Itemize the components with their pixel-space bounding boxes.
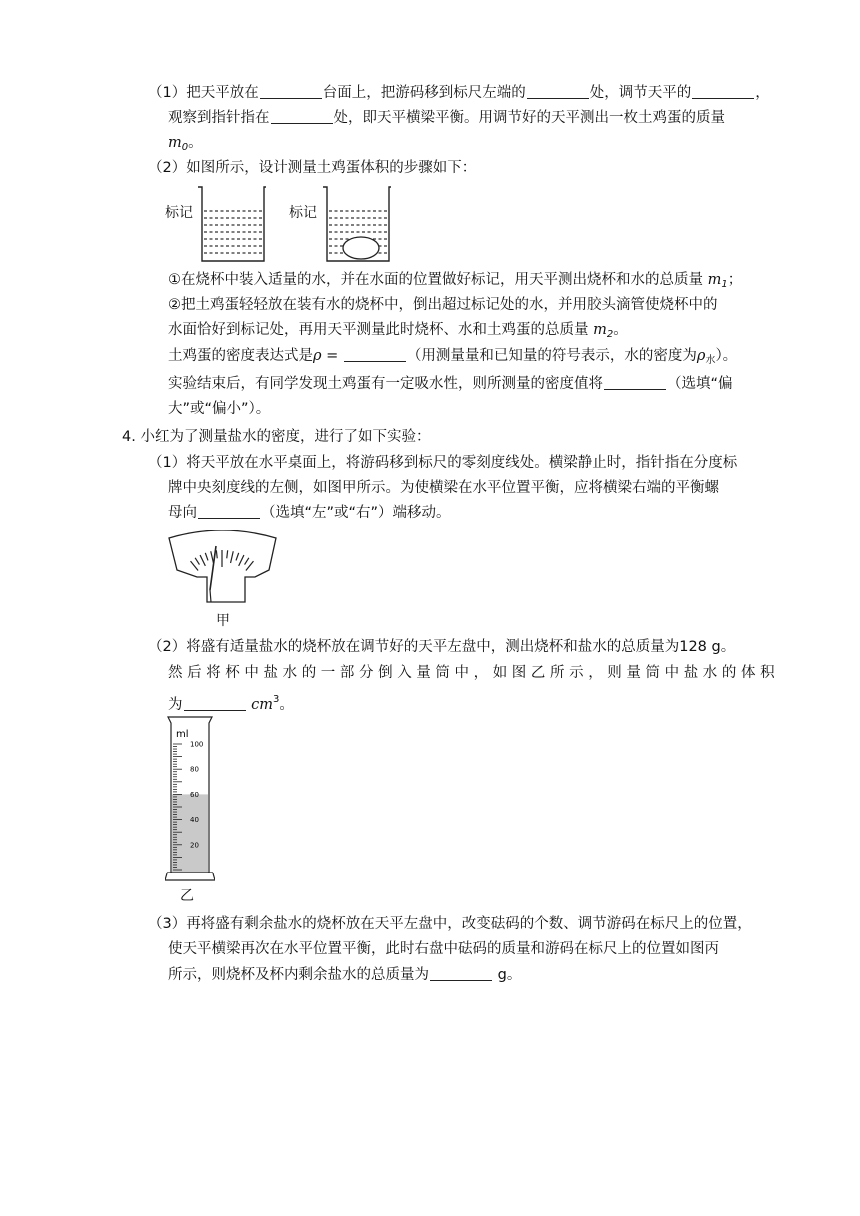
item-number: （3） bbox=[148, 916, 187, 932]
text: 将天平放在水平桌面上，将游码移到标尺的零刻度线处。横梁静止时，指针指在分度标 bbox=[186, 455, 738, 471]
text: 大”或“偏小”）。 bbox=[168, 401, 271, 417]
cylinder-base bbox=[165, 873, 215, 880]
cylinder-tick-label: 100 bbox=[190, 740, 204, 749]
text: （选填“偏 bbox=[667, 376, 733, 392]
text: 母向 bbox=[168, 505, 197, 521]
text: 再将盛有剩余盐水的烧杯放在天平左盘中，改变砝码的个数、调节游码在标尺上的位置， bbox=[186, 916, 752, 932]
cylinder-tick-label: 60 bbox=[190, 790, 199, 799]
text: 处，调节天平的 bbox=[589, 85, 692, 101]
text: 然后将杯中盐水的一部分倒入量筒中，如图乙所示，则量筒中盐水的体积 bbox=[168, 665, 780, 681]
answer-blank[interactable] bbox=[692, 84, 754, 99]
text: （选填“左”或“右”）端移动。 bbox=[261, 505, 451, 521]
beaker-mark-label-1: 标记 bbox=[165, 205, 193, 221]
text: 使天平横梁再次在水平位置平衡，此时右盘中砝码的质量和游码在标尺上的位置如图丙 bbox=[168, 941, 719, 957]
item-number: （2） bbox=[148, 160, 187, 176]
answer-blank[interactable] bbox=[344, 347, 406, 362]
cylinder-tick-label: 40 bbox=[190, 816, 199, 825]
text: ②把土鸡蛋轻轻放在装有水的烧杯中，倒出超过标记处的水，并用胶头滴管使烧杯中的 bbox=[168, 297, 718, 313]
text: 为 bbox=[168, 697, 183, 713]
symbol-m1: m bbox=[707, 272, 722, 288]
text: 将盛有适量盐水的烧杯放在调节好的天平左盘中，测出烧杯和盐水的总质量为128 g。 bbox=[186, 639, 736, 655]
text: 把天平放在 bbox=[186, 85, 259, 101]
egg-shape bbox=[343, 237, 379, 259]
q4-p2-line3 bbox=[168, 690, 294, 715]
item-number: （2） bbox=[148, 639, 187, 655]
symbol-rho-water: ρ bbox=[696, 348, 706, 364]
cylinder-tick-label: 20 bbox=[190, 841, 199, 850]
saltwater-liquid bbox=[172, 794, 208, 873]
q4-title: 4. 小红为了测量盐水的密度，进行了如下实验： bbox=[122, 429, 431, 445]
subscript: 2 bbox=[606, 329, 614, 340]
text: 牌中央刻度线的左侧，如图甲所示。为使横梁在水平位置平衡，应将横梁右端的平衡螺 bbox=[168, 480, 719, 496]
symbol-m0: m bbox=[168, 135, 182, 151]
item-number: （1） bbox=[148, 85, 187, 101]
text: 。 bbox=[188, 135, 203, 151]
beaker-figure-1 bbox=[196, 183, 268, 265]
graduated-cylinder-figure bbox=[165, 713, 215, 883]
text: 土鸡蛋的密度表达式是 bbox=[168, 348, 313, 364]
answer-blank[interactable] bbox=[430, 966, 492, 981]
answer-blank[interactable] bbox=[198, 504, 260, 519]
q3-p2-step1 bbox=[168, 270, 742, 295]
beaker-figure-2-with-egg bbox=[321, 183, 393, 265]
text: ； bbox=[727, 272, 743, 288]
q4-p2-line2 bbox=[168, 663, 779, 683]
figure-label-yi: 乙 bbox=[180, 888, 194, 904]
text: ）。 bbox=[715, 348, 738, 364]
text: 处，即天平横梁平衡。用调节好的天平测出一枚土鸡蛋的质量 bbox=[333, 110, 725, 126]
beaker-mark-label-2: 标记 bbox=[289, 205, 317, 221]
text: 。 bbox=[279, 697, 294, 713]
text: 水面恰好到标记处，再用天平测量此时烧杯、水和土鸡蛋的总质量 bbox=[168, 322, 589, 338]
text: 观察到指针指在 bbox=[168, 110, 270, 126]
cylinder-unit-label: ml bbox=[176, 729, 189, 740]
q3-p2-density bbox=[168, 346, 737, 371]
q4-p3-line1 bbox=[148, 914, 752, 934]
symbol-m2: m bbox=[593, 322, 607, 338]
q3-p1-line2 bbox=[168, 108, 725, 128]
answer-blank[interactable] bbox=[271, 109, 333, 124]
text: ， bbox=[755, 85, 770, 101]
answer-blank[interactable] bbox=[260, 84, 322, 99]
q3-p2-intro bbox=[148, 158, 476, 178]
subscript: 0 bbox=[181, 142, 189, 153]
unit-cm: cm bbox=[251, 697, 273, 713]
text: ①在烧杯中装入适量的水，并在水面的位置做好标记，用天平测出烧杯和水的总质量 bbox=[168, 272, 703, 288]
q3-p2-exp-line1 bbox=[168, 374, 733, 394]
q4-p1-line3 bbox=[168, 503, 451, 523]
symbol-rho: ρ = bbox=[313, 348, 343, 364]
text: 所示，则烧杯及杯内剩余盐水的总质量为 bbox=[168, 967, 429, 983]
answer-blank[interactable] bbox=[184, 696, 246, 711]
q3-p2-step2-line2 bbox=[168, 320, 628, 345]
q3-p1-line3 bbox=[168, 133, 203, 158]
superscript: 3 bbox=[272, 694, 280, 705]
text: 台面上，把游码移到标尺左端的 bbox=[322, 85, 526, 101]
cylinder-tick-label: 80 bbox=[190, 765, 199, 774]
q4-p2-line1 bbox=[148, 637, 735, 657]
text: 如图所示，设计测量土鸡蛋体积的步骤如下： bbox=[186, 160, 477, 176]
q4-p1-line1 bbox=[148, 453, 737, 473]
q4-p3-line3 bbox=[168, 965, 521, 985]
q4-p1-line2 bbox=[168, 478, 719, 498]
q3-p2-step2-line1 bbox=[168, 295, 718, 315]
q3-p2-exp-line2 bbox=[168, 399, 270, 419]
text: g。 bbox=[493, 967, 522, 983]
subscript: 1 bbox=[721, 279, 728, 290]
answer-blank[interactable] bbox=[604, 375, 666, 390]
text: 实验结束后，有同学发现土鸡蛋有一定吸水性，则所测量的密度值将 bbox=[168, 376, 603, 392]
balance-scale-plate-figure bbox=[165, 530, 280, 608]
subscript: 水 bbox=[705, 355, 716, 366]
answer-blank[interactable] bbox=[527, 84, 589, 99]
text: 。 bbox=[613, 322, 628, 338]
item-number: （1） bbox=[148, 455, 187, 471]
q3-p1-line1 bbox=[148, 83, 770, 103]
q4-p3-line2 bbox=[168, 939, 719, 959]
figure-label-jia: 甲 bbox=[216, 613, 230, 629]
text: （用测量量和已知量的符号表示，水的密度为 bbox=[406, 348, 697, 364]
